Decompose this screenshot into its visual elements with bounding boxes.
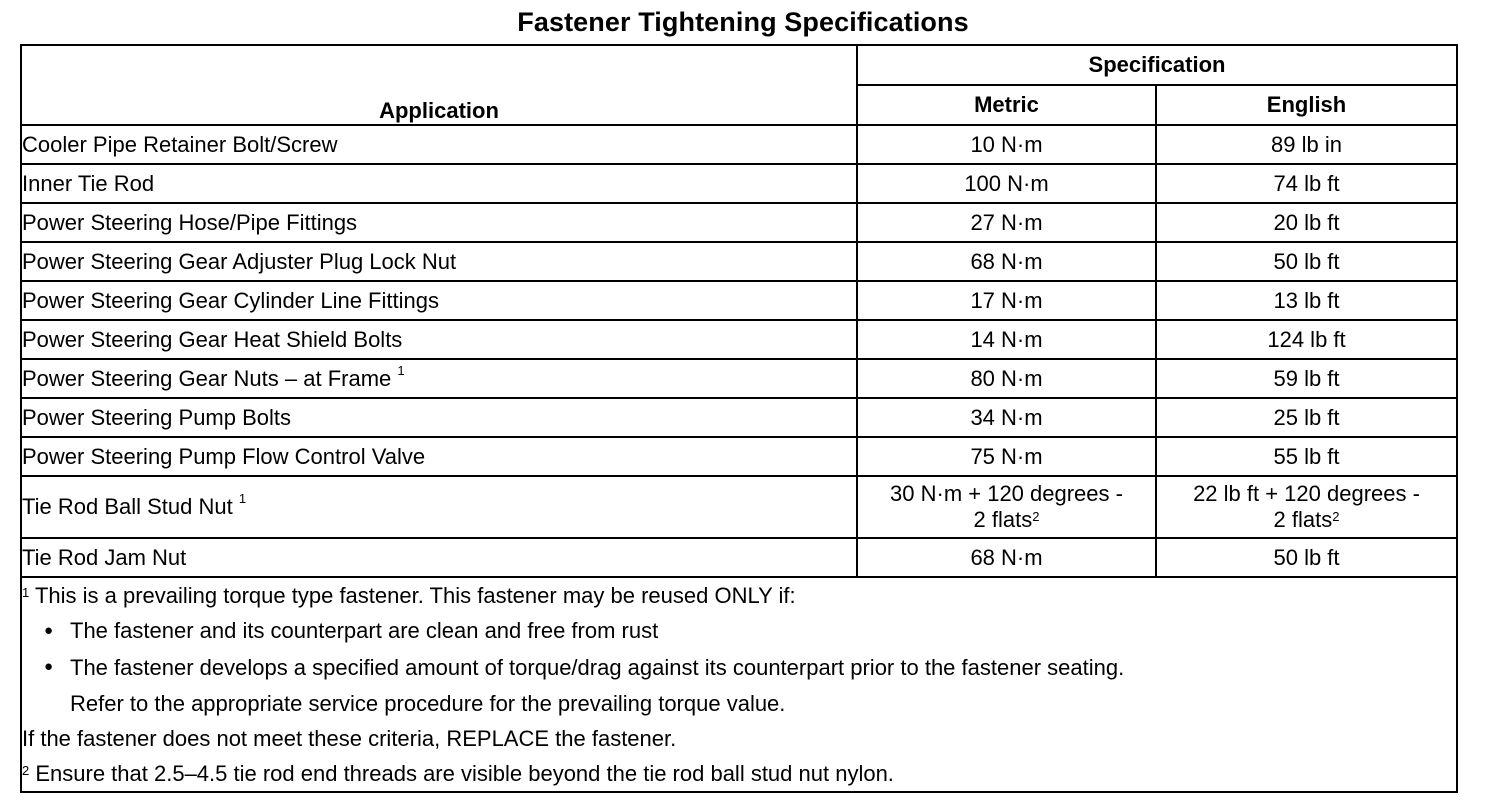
metric-value: 34 N·m xyxy=(970,404,1043,430)
application-cell xyxy=(21,281,857,320)
application-text: Cooler Pipe Retainer Bolt/Screw xyxy=(22,131,338,157)
bullet-continuation: Refer to the appropriate service procedure for the prevailing torque value. xyxy=(70,691,786,717)
metric-value: 10 N·m xyxy=(970,131,1043,157)
metric-cell xyxy=(857,281,1156,320)
bullet-text: The fastener develops a specified amount of torque/drag against its counterpart prior to the fastener seating. xyxy=(70,654,1125,680)
application-cell xyxy=(21,359,857,398)
footnote-1-text: This is a prevailing torque type fastener. This fastener may be reused ONLY if: xyxy=(34,583,796,608)
metric-cell xyxy=(857,359,1156,398)
metric-value: 14 N·m xyxy=(970,326,1043,352)
table-row xyxy=(21,320,1457,359)
application-cell xyxy=(21,203,857,242)
application-text: Power Steering Gear Nuts – at Frame xyxy=(22,365,392,391)
english-cell xyxy=(1156,320,1457,359)
metric-value: 68 N·m xyxy=(970,248,1043,274)
english-value: 89 lb in xyxy=(1271,131,1342,157)
criteria-note: If the fastener does not meet these criteria, REPLACE the fastener. xyxy=(22,726,677,752)
english-cell xyxy=(1156,437,1457,476)
footnote-1 xyxy=(22,578,1456,613)
table-row xyxy=(21,242,1457,281)
application-text: Power Steering Hose/Pipe Fittings xyxy=(22,209,358,235)
specification-header: Specification xyxy=(857,45,1457,85)
footnote-2 xyxy=(22,756,1456,791)
metric-cell xyxy=(857,164,1156,203)
english-value: 59 lb ft xyxy=(1273,365,1340,391)
footnote-2-marker: 2 xyxy=(22,763,30,779)
metric-header: Metric xyxy=(857,85,1156,125)
metric-cell xyxy=(857,125,1156,164)
application-cell xyxy=(21,242,857,281)
metric-cell xyxy=(857,476,1156,538)
english-value: 124 lb ft xyxy=(1267,326,1346,352)
metric-cell xyxy=(857,437,1156,476)
table-row xyxy=(21,538,1457,577)
table-row xyxy=(21,437,1457,476)
application-text: Power Steering Pump Bolts xyxy=(22,404,292,430)
specifications-table xyxy=(20,44,1458,793)
footnotes xyxy=(21,577,1457,792)
table-row xyxy=(21,164,1457,203)
application-header: Application xyxy=(21,45,857,125)
table-row xyxy=(21,125,1457,164)
metric-cell xyxy=(857,242,1156,281)
footnote-marker: 2 xyxy=(1032,509,1040,524)
application-cell xyxy=(21,164,857,203)
table-row xyxy=(21,359,1457,398)
application-cell xyxy=(21,476,857,538)
table-row xyxy=(21,476,1457,538)
footnote-1-marker: 1 xyxy=(22,585,30,600)
application-text: Power Steering Gear Heat Shield Bolts xyxy=(22,326,403,352)
bullet-text: The fastener and its counterpart are clean and free from rust xyxy=(70,618,659,643)
application-cell xyxy=(21,538,857,577)
english-cell xyxy=(1156,164,1457,203)
footnote-marker: 2 xyxy=(1332,509,1340,524)
english-cell xyxy=(1156,476,1457,538)
english-value: 13 lb ft xyxy=(1273,287,1340,313)
metric-value: 75 N·m xyxy=(970,443,1043,469)
metric-cell xyxy=(857,203,1156,242)
metric-value-line2: 2 flats xyxy=(973,507,1033,532)
metric-value: 27 N·m xyxy=(970,209,1043,235)
bullet-item xyxy=(22,650,1456,687)
footnote-2-text: Ensure that 2.5–4.5 tie rod end threads are visible beyond the tie rod ball stud nut nylon. xyxy=(35,761,894,787)
english-cell xyxy=(1156,281,1457,320)
metric-value: 68 N·m xyxy=(970,544,1043,570)
bullet-icon: ● xyxy=(44,658,54,676)
english-cell xyxy=(1156,242,1457,281)
english-value: 50 lb ft xyxy=(1273,544,1340,570)
table-row xyxy=(21,203,1457,242)
footnote-marker: 1 xyxy=(397,362,405,378)
application-text: Power Steering Gear Cylinder Line Fittings xyxy=(22,287,439,313)
english-value: 20 lb ft xyxy=(1273,209,1340,235)
application-text: Inner Tie Rod xyxy=(22,170,155,196)
english-value-line2: 2 flats xyxy=(1273,507,1333,532)
application-text: Power Steering Pump Flow Control Valve xyxy=(22,443,426,469)
application-cell xyxy=(21,398,857,437)
application-text: Power Steering Gear Adjuster Plug Lock Nut xyxy=(22,248,457,274)
bullet-icon: ● xyxy=(44,621,54,639)
english-cell xyxy=(1156,398,1457,437)
application-text: Tie Rod Ball Stud Nut xyxy=(22,494,233,519)
english-value: 25 lb ft xyxy=(1273,404,1340,430)
table-row xyxy=(21,281,1457,320)
metric-value: 30 N·m + 120 degrees - xyxy=(890,481,1123,506)
english-value: 55 lb ft xyxy=(1273,443,1340,469)
application-text: Tie Rod Jam Nut xyxy=(22,544,187,570)
english-value: 74 lb ft xyxy=(1273,170,1340,196)
bullet-item xyxy=(22,613,1456,650)
metric-value: 100 N·m xyxy=(964,170,1049,196)
footnote-marker: 1 xyxy=(238,491,247,506)
application-cell xyxy=(21,320,857,359)
metric-value: 17 N·m xyxy=(970,287,1043,313)
application-cell xyxy=(21,437,857,476)
english-cell xyxy=(1156,359,1457,398)
english-value: 22 lb ft + 120 degrees - xyxy=(1193,481,1420,506)
table-body xyxy=(21,125,1457,577)
english-header: English xyxy=(1156,85,1457,125)
english-cell xyxy=(1156,125,1457,164)
metric-value: 80 N·m xyxy=(970,365,1043,391)
metric-cell xyxy=(857,538,1156,577)
english-cell xyxy=(1156,203,1457,242)
page-title: Fastener Tightening Specifications xyxy=(517,7,969,37)
english-cell xyxy=(1156,538,1457,577)
application-cell xyxy=(21,125,857,164)
metric-cell xyxy=(857,320,1156,359)
metric-cell xyxy=(857,398,1156,437)
table-row xyxy=(21,398,1457,437)
english-value: 50 lb ft xyxy=(1273,248,1340,274)
